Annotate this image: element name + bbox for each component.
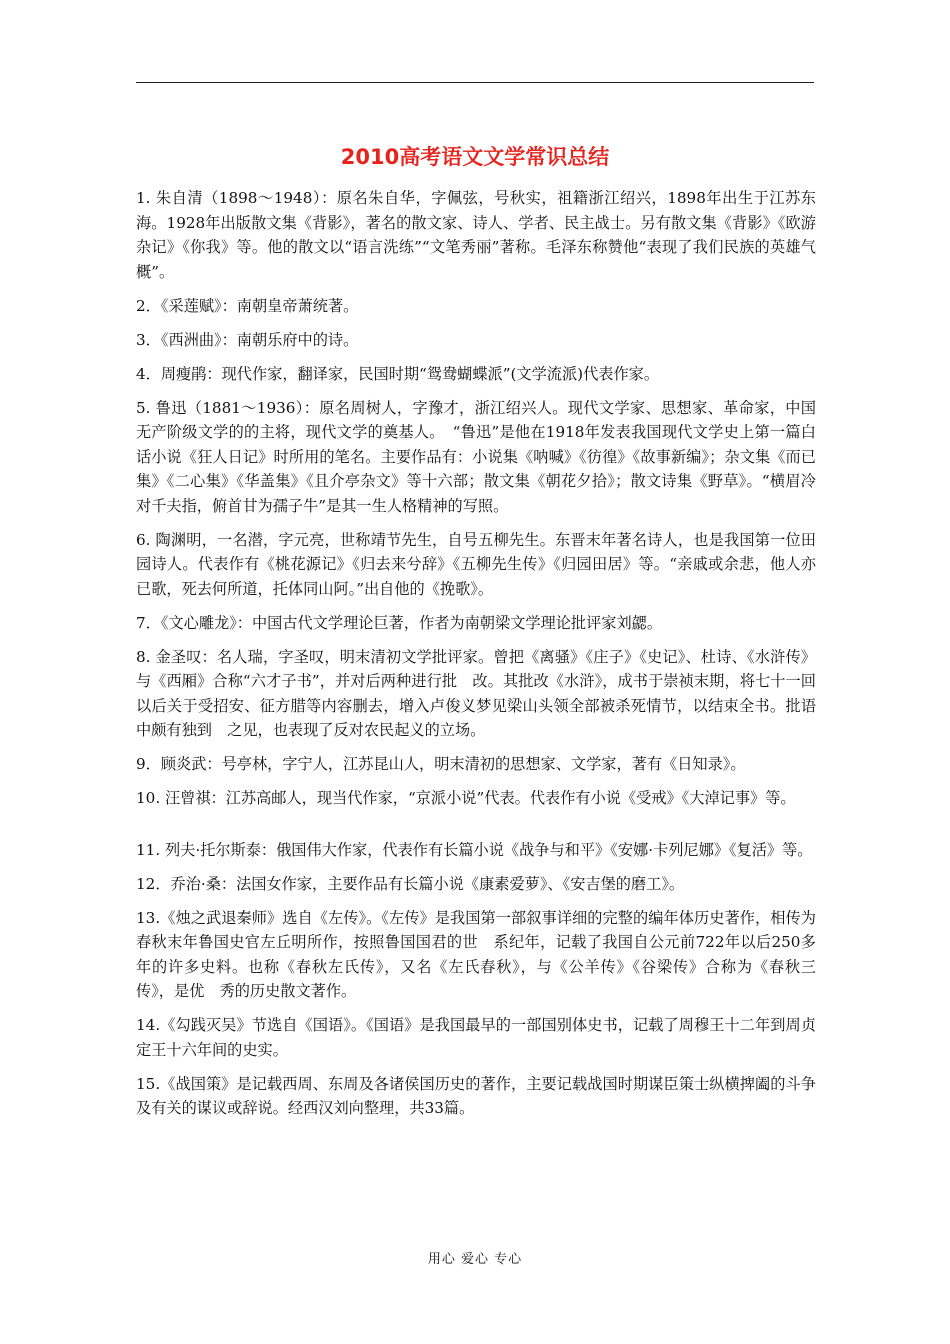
- header-rule: [136, 82, 814, 83]
- paragraph-4: 4．周瘦鹃：现代作家，翻译家，民国时期“鸳鸯蝴蝶派”(文学流派)代表作家。: [136, 364, 660, 383]
- paragraph-11: 11. 列夫·托尔斯泰：俄国伟大作家，代表作有长篇小说《战争与和平》《安娜·卡列尼娜》《复活》等。: [136, 840, 813, 859]
- paragraph-12: 12．乔治·桑：法国女作家，主要作品有长篇小说《康素爱萝》、《安吉堡的磨工》。: [136, 874, 685, 893]
- paragraph-6: 6. 陶渊明，一名潜，字元亮，世称靖节先生，自号五柳先生。东晋末年著名诗人，也是我国第一位田园诗人。代表作有《桃花源记》《归去来兮辞》《五柳先生传》《归园田居》等。“亲戚或余悲，他人亦已歌，死去何所道，托体同山阿。”出自他的《挽歌》。: [136, 530, 816, 598]
- paragraph-1: 1. 朱自清（1898～1948）：原名朱自华，字佩弦，号秋实，祖籍浙江绍兴，1898年出生于江苏东海。1928年出版散文集《背影》，著名的散文家、诗人、学者、民主战士。另有散文集《背影》《欧游杂记》《你我》等。他的散文以“语言洗练”“文笔秀丽”著称。毛泽东称赞他“表现了我们民族的英雄气概”。: [136, 189, 816, 281]
- paragraph-14: 14.《勾践灭吴》节选自《国语》。《国语》是我国最早的一部国别体史书，记载了周穆王十二年到周贞定王十六年间的史实。: [136, 1016, 816, 1059]
- paragraph-10: 10. 汪曾祺：江苏高邮人，现当代作家，“京派小说”代表。代表作有小说《受戒》《大淖记事》等。: [136, 789, 796, 807]
- paragraph-3: 3．《西洲曲》：南朝乐府中的诗。: [136, 330, 359, 349]
- document-title: 2010高考语文文学常识总结: [340, 145, 610, 169]
- paragraph-13: 13.《烛之武退秦师》选自《左传》。《左传》是我国第一部叙事详细的完整的编年体历史著作，相传为春秋末年鲁国史官左丘明所作，按照鲁国国君的世 系纪年，记载了我国自公元前722年以后250多年的许多史料。也称《春秋左氏传》，又名《左氏春秋》，与《公羊传》《谷梁传》合称为《春秋三传》，是优 秀的历史散文著作。: [136, 908, 816, 1000]
- paragraph-7: 7．《文心雕龙》：中国古代文学理论巨著，作者为南朝梁文学理论批评家刘勰。: [136, 613, 663, 632]
- paragraph-5: 5. 鲁迅（1881～1936）：原名周树人，字豫才，浙江绍兴人。现代文学家、思想家、革命家，中国无产阶级文学的的主将，现代文学的奠基人。 “鲁迅”是他在1918年发表我国现代文学史上第一篇白话小说《狂人日记》时所用的笔名。主要作品有：小说集《呐喊》《彷徨》《故事新编》；杂文集《而已 集》《二心集》《华盖集》《且介亭杂文》等十六部；散文集《朝花夕拾》；散文诗集《野草》。“横眉冷对千夫指，俯首甘为孺子牛”是其一生人格精神的写照。: [136, 398, 832, 515]
- document-body: [136, 186, 832, 1130]
- paragraph-2: 2．《采莲赋》：南朝皇帝萧统著。: [136, 296, 359, 315]
- paragraph-8: 8. 金圣叹：名人瑞，字圣叹，明末清初文学批评家。曾把《离骚》《庄子》《史记》、杜诗、《水浒传》与《西厢》合称“六才子书”，并对后两种进行批 改。其批改《水浒》，成书于崇祯末期，将七十一回以后关于受招安、征方腊等内容删去，增入卢俊义梦见梁山头领全部被杀死情节，以结束全书。批语中颇有独到 之见，也表现了反对农民起义的立场。: [136, 647, 816, 739]
- page-footer: 用心 爱心 专心: [427, 1252, 523, 1267]
- paragraph-15: 15.《战国策》是记载西周、东周及各诸侯国历史的著作，主要记载战国时期谋臣策士纵横捭阖的斗争及有关的谋议或辞说。经西汉刘向整理，共33篇。: [136, 1074, 816, 1117]
- paragraph-9: 9．顾炎武：号亭林，字宁人，江苏昆山人，明末清初的思想家、文学家，著有《日知录》。: [136, 755, 746, 773]
